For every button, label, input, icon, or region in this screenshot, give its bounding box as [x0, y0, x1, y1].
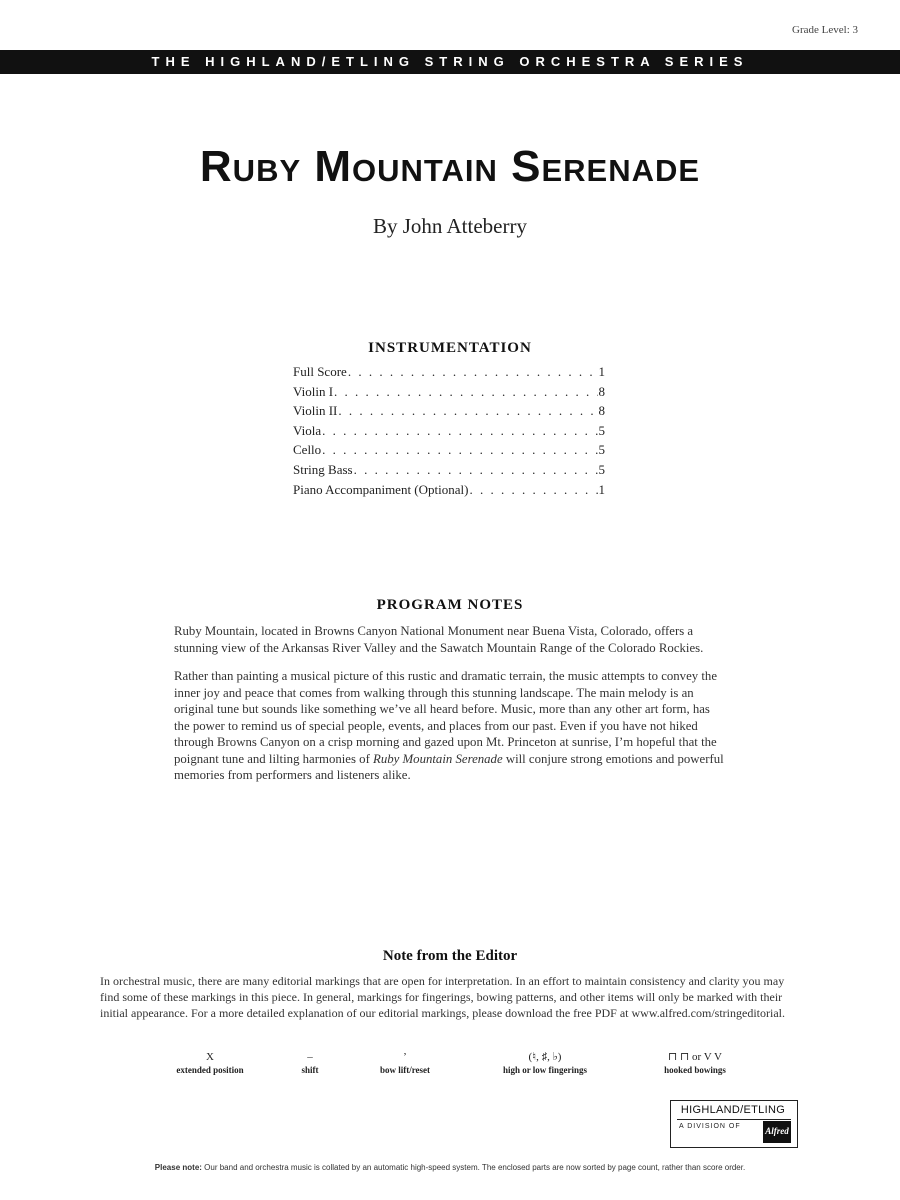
editor-note-heading: Note from the Editor: [382, 948, 518, 964]
highland-etling-logo: [670, 1100, 798, 1148]
program-notes-paragraph-1: Ruby Mountain, located in Browns Canyon National Monument near Buena Vista, Colorado, offers a stunning view of the Arkansas River Valley and the Sawatch Mountain Range of the Colorado Rockies.: [174, 624, 704, 655]
instrument-count: 5: [598, 422, 605, 438]
marking-bow-lift: [355, 1049, 455, 1075]
instrument-name: Violin II: [293, 403, 338, 419]
instrument-name: Viola: [293, 422, 322, 438]
marking-label: high or low fingerings: [502, 1065, 588, 1075]
editorial-markings-legend: [150, 1049, 750, 1089]
leader-dots: [334, 384, 597, 400]
instrument-name: Violin I: [293, 383, 334, 399]
program-notes-paragraph-2: [174, 668, 726, 784]
marking-label: shift: [301, 1065, 319, 1075]
alfred-logo: Alfred: [763, 1121, 791, 1143]
collation-note: [0, 1163, 900, 1172]
series-banner: THE HIGHLAND/ETLING STRING ORCHESTRA SERIES: [0, 50, 900, 74]
marking-extended-position: [150, 1049, 270, 1075]
marking-symbol: X: [206, 1051, 214, 1063]
instrumentation-heading: INSTRUMENTATION: [368, 340, 532, 356]
instrument-name: String Bass: [293, 461, 353, 477]
leader-dots: [322, 423, 597, 439]
grade-level: Grade Level: 3: [792, 24, 858, 36]
collation-note-text: Our band and orchestra music is collated by an automatic high-speed system. The enclosed parts are now sorted by page count, rather than score order.: [201, 1163, 746, 1172]
piece-title: Ruby Mountain Serenade: [199, 142, 701, 191]
program-notes-heading: PROGRAM NOTES: [376, 597, 524, 613]
piece-title-italic: Ruby Mountain Serenade: [373, 751, 503, 766]
instrument-count: 8: [598, 403, 605, 419]
instrument-row: [293, 462, 605, 482]
leader-dots: [348, 364, 598, 380]
marking-symbol: (♮, ♯, ♭): [528, 1051, 562, 1063]
leader-dots: [354, 462, 598, 478]
instrument-row: [293, 384, 605, 404]
marking-high-low-fingerings: [475, 1049, 615, 1075]
paragraph-text: will conjure strong emotions and powerful memories from performers and listeners alike.: [174, 751, 724, 782]
marking-shift: [270, 1049, 350, 1075]
instrument-row: [293, 403, 605, 423]
instrument-row: [293, 423, 605, 443]
instrumentation-list: [293, 364, 605, 501]
instrument-count: 5: [598, 442, 605, 458]
instrument-row: [293, 364, 605, 384]
instrument-name: Full Score: [293, 364, 347, 379]
instrument-count: 1: [598, 364, 605, 379]
composer-credit: By John Atteberry: [373, 214, 527, 238]
editor-note-text: In orchestral music, there are many editorial markings that are open for interpretation. In an effort to maintain consistency and clarity you may find some of these markings in this piece. In general, markings for fingerings, bowing patterns, and other items will only be marked with their initial appearance. For a more detailed explanation of our editorial markings, please download the free PDF at www.alfred.com/stringeditorial.: [100, 974, 785, 1020]
marking-hooked-bowings: [640, 1049, 750, 1075]
program-notes-body: [174, 623, 726, 796]
marking-label: bow lift/reset: [379, 1065, 431, 1075]
collation-note-label: Please note:: [154, 1163, 202, 1172]
paragraph-text: Rather than painting a musical picture of this rustic and dramatic terrain, the music attempts to convey the inner joy and peace that comes from walking through this stunning landscape. The main melody is an original tune but sounds like something we’ve all heard before. Music, more than any other art form, has the power to remind us of special people, events, and places from our past. Even if you have not hiked through Browns Canyon on a crisp morning and gazed upon Mt. Princeton at sunrise, I’m hopeful that the poignant tune and lilting harmonies of: [174, 669, 717, 766]
instrument-count: 1: [598, 481, 605, 497]
marking-label: extended position: [176, 1065, 244, 1075]
marking-symbol: ’: [403, 1051, 407, 1063]
leader-dots: [469, 482, 597, 498]
instrument-name: Cello: [293, 442, 322, 458]
marking-label: hooked bowings: [664, 1065, 726, 1075]
logo-divider: [677, 1119, 791, 1120]
publisher-division: A DIVISION OF: [679, 1123, 741, 1130]
instrument-row: [293, 482, 605, 502]
instrument-name: Piano Accompaniment (Optional): [293, 481, 469, 497]
instrument-count: 8: [598, 383, 605, 399]
marking-symbol: –: [307, 1051, 313, 1063]
instrument-row: [293, 442, 605, 462]
publisher-name: HIGHLAND/ETLING: [680, 1104, 786, 1116]
leader-dots: [322, 442, 597, 458]
leader-dots: [338, 403, 597, 419]
marking-symbol: ⊓ ⊓ or V V: [668, 1051, 722, 1063]
instrument-count: 5: [598, 461, 605, 477]
